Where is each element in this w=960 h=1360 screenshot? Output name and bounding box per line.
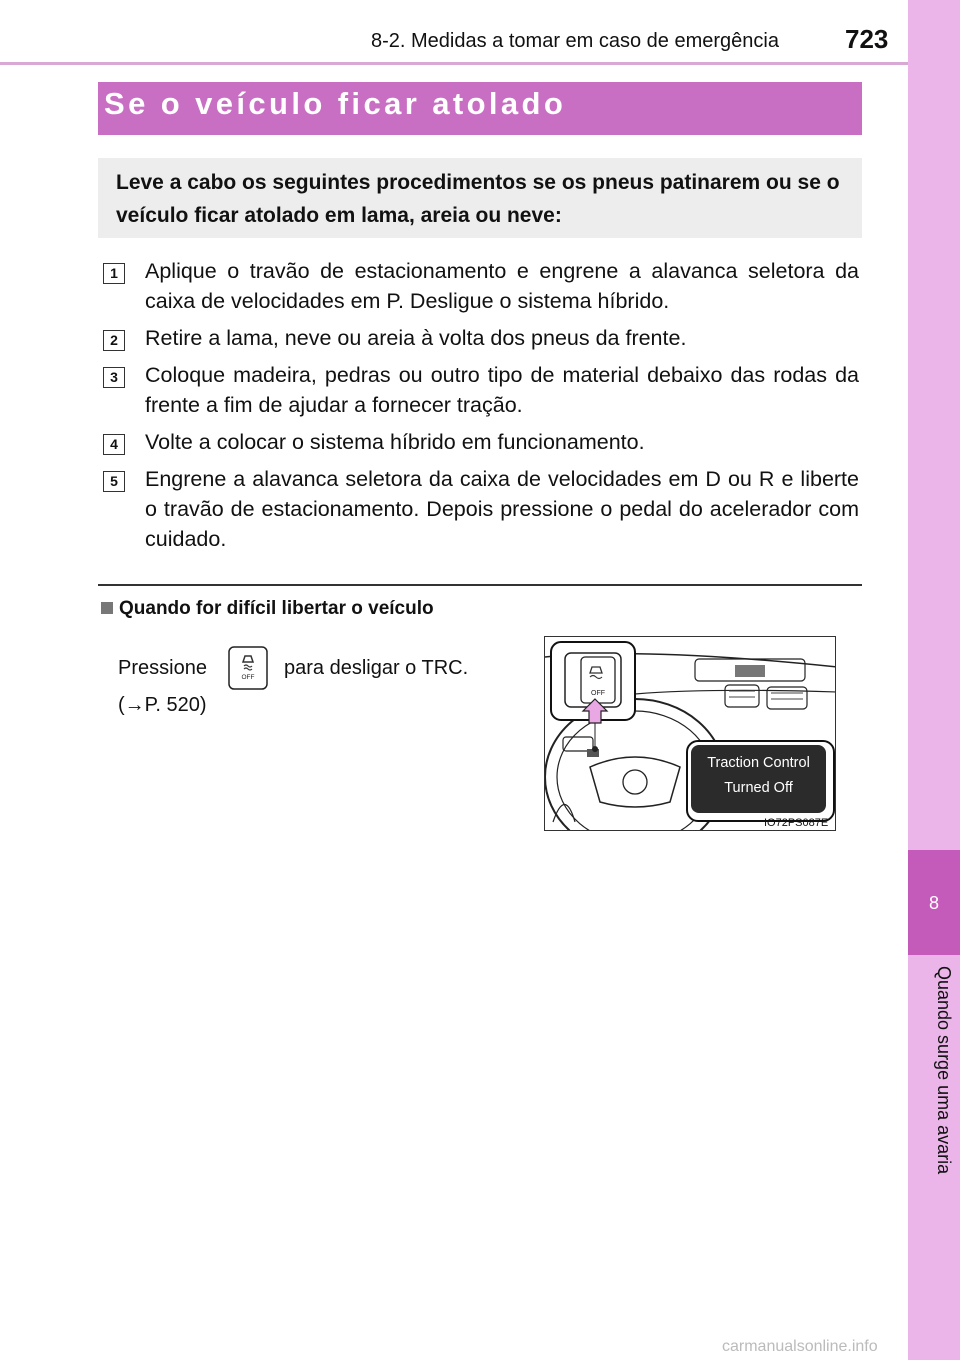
chapter-number: 8: [928, 893, 939, 913]
steps-list: [103, 256, 859, 561]
page-number: 723: [845, 24, 889, 54]
page-reference: (→P. 520): [118, 694, 207, 716]
trc-icon-label: OFF: [241, 674, 255, 681]
footer-watermark: carmanualsonline.info: [722, 1338, 878, 1355]
section-divider: [98, 584, 862, 586]
step-text: Engrene a alavanca seletora da caixa de velocidades em D ou R e liberte o travão de estacionamento. Depois pressione o pedal do acelerador com cuidado.: [145, 467, 859, 551]
subsection-heading-text: Quando for difícil libertar o veículo: [119, 598, 434, 619]
subsection-heading: [101, 598, 434, 620]
header-divider: [0, 62, 908, 65]
step-number-badge: 2: [103, 330, 125, 351]
figure-code: IO72PS087E: [764, 817, 829, 829]
step-text: Coloque madeira, pedras ou outro tipo de material debaixo das rodas da frente a fim de ajudar a fornecer tração.: [145, 363, 859, 417]
step-number-badge: 5: [103, 471, 125, 492]
step-item: [103, 323, 859, 353]
display-message-line1: Traction Control: [707, 755, 810, 771]
figure-button-label: OFF: [591, 690, 605, 697]
step-number-badge: 3: [103, 367, 125, 388]
square-bullet-icon: [101, 602, 113, 614]
step-number-badge: 1: [103, 263, 125, 284]
step-number-badge: 4: [103, 434, 125, 455]
page-title: Se o veículo ficar atolado: [104, 86, 567, 121]
step-text: Retire a lama, neve ou areia à volta dos pneus da frente.: [145, 326, 687, 350]
step-item: [103, 256, 859, 316]
step-item: [103, 427, 859, 457]
step-item: [103, 464, 859, 554]
note-text-after-icon: para desligar o TRC.: [284, 657, 469, 679]
trc-off-button-icon: [228, 646, 268, 690]
step-text: Aplique o travão de estacionamento e engrene a alavanca seletora da caixa de velocidades em P. Desligue o sistema híbrido.: [145, 259, 859, 313]
chapter-title: Quando surge uma avaria: [934, 966, 954, 1175]
intro-text: Leve a cabo os seguintes procedimentos se os pneus patinarem ou se o veículo ficar atolado em lama, areia ou neve:: [116, 171, 840, 227]
display-message-line2: Turned Off: [724, 780, 793, 796]
step-text: Volte a colocar o sistema híbrido em funcionamento.: [145, 430, 645, 454]
section-title: 8-2. Medidas a tomar em caso de emergência: [371, 30, 779, 52]
note-text-before-icon: Pressione: [118, 657, 207, 679]
step-item: [103, 360, 859, 420]
